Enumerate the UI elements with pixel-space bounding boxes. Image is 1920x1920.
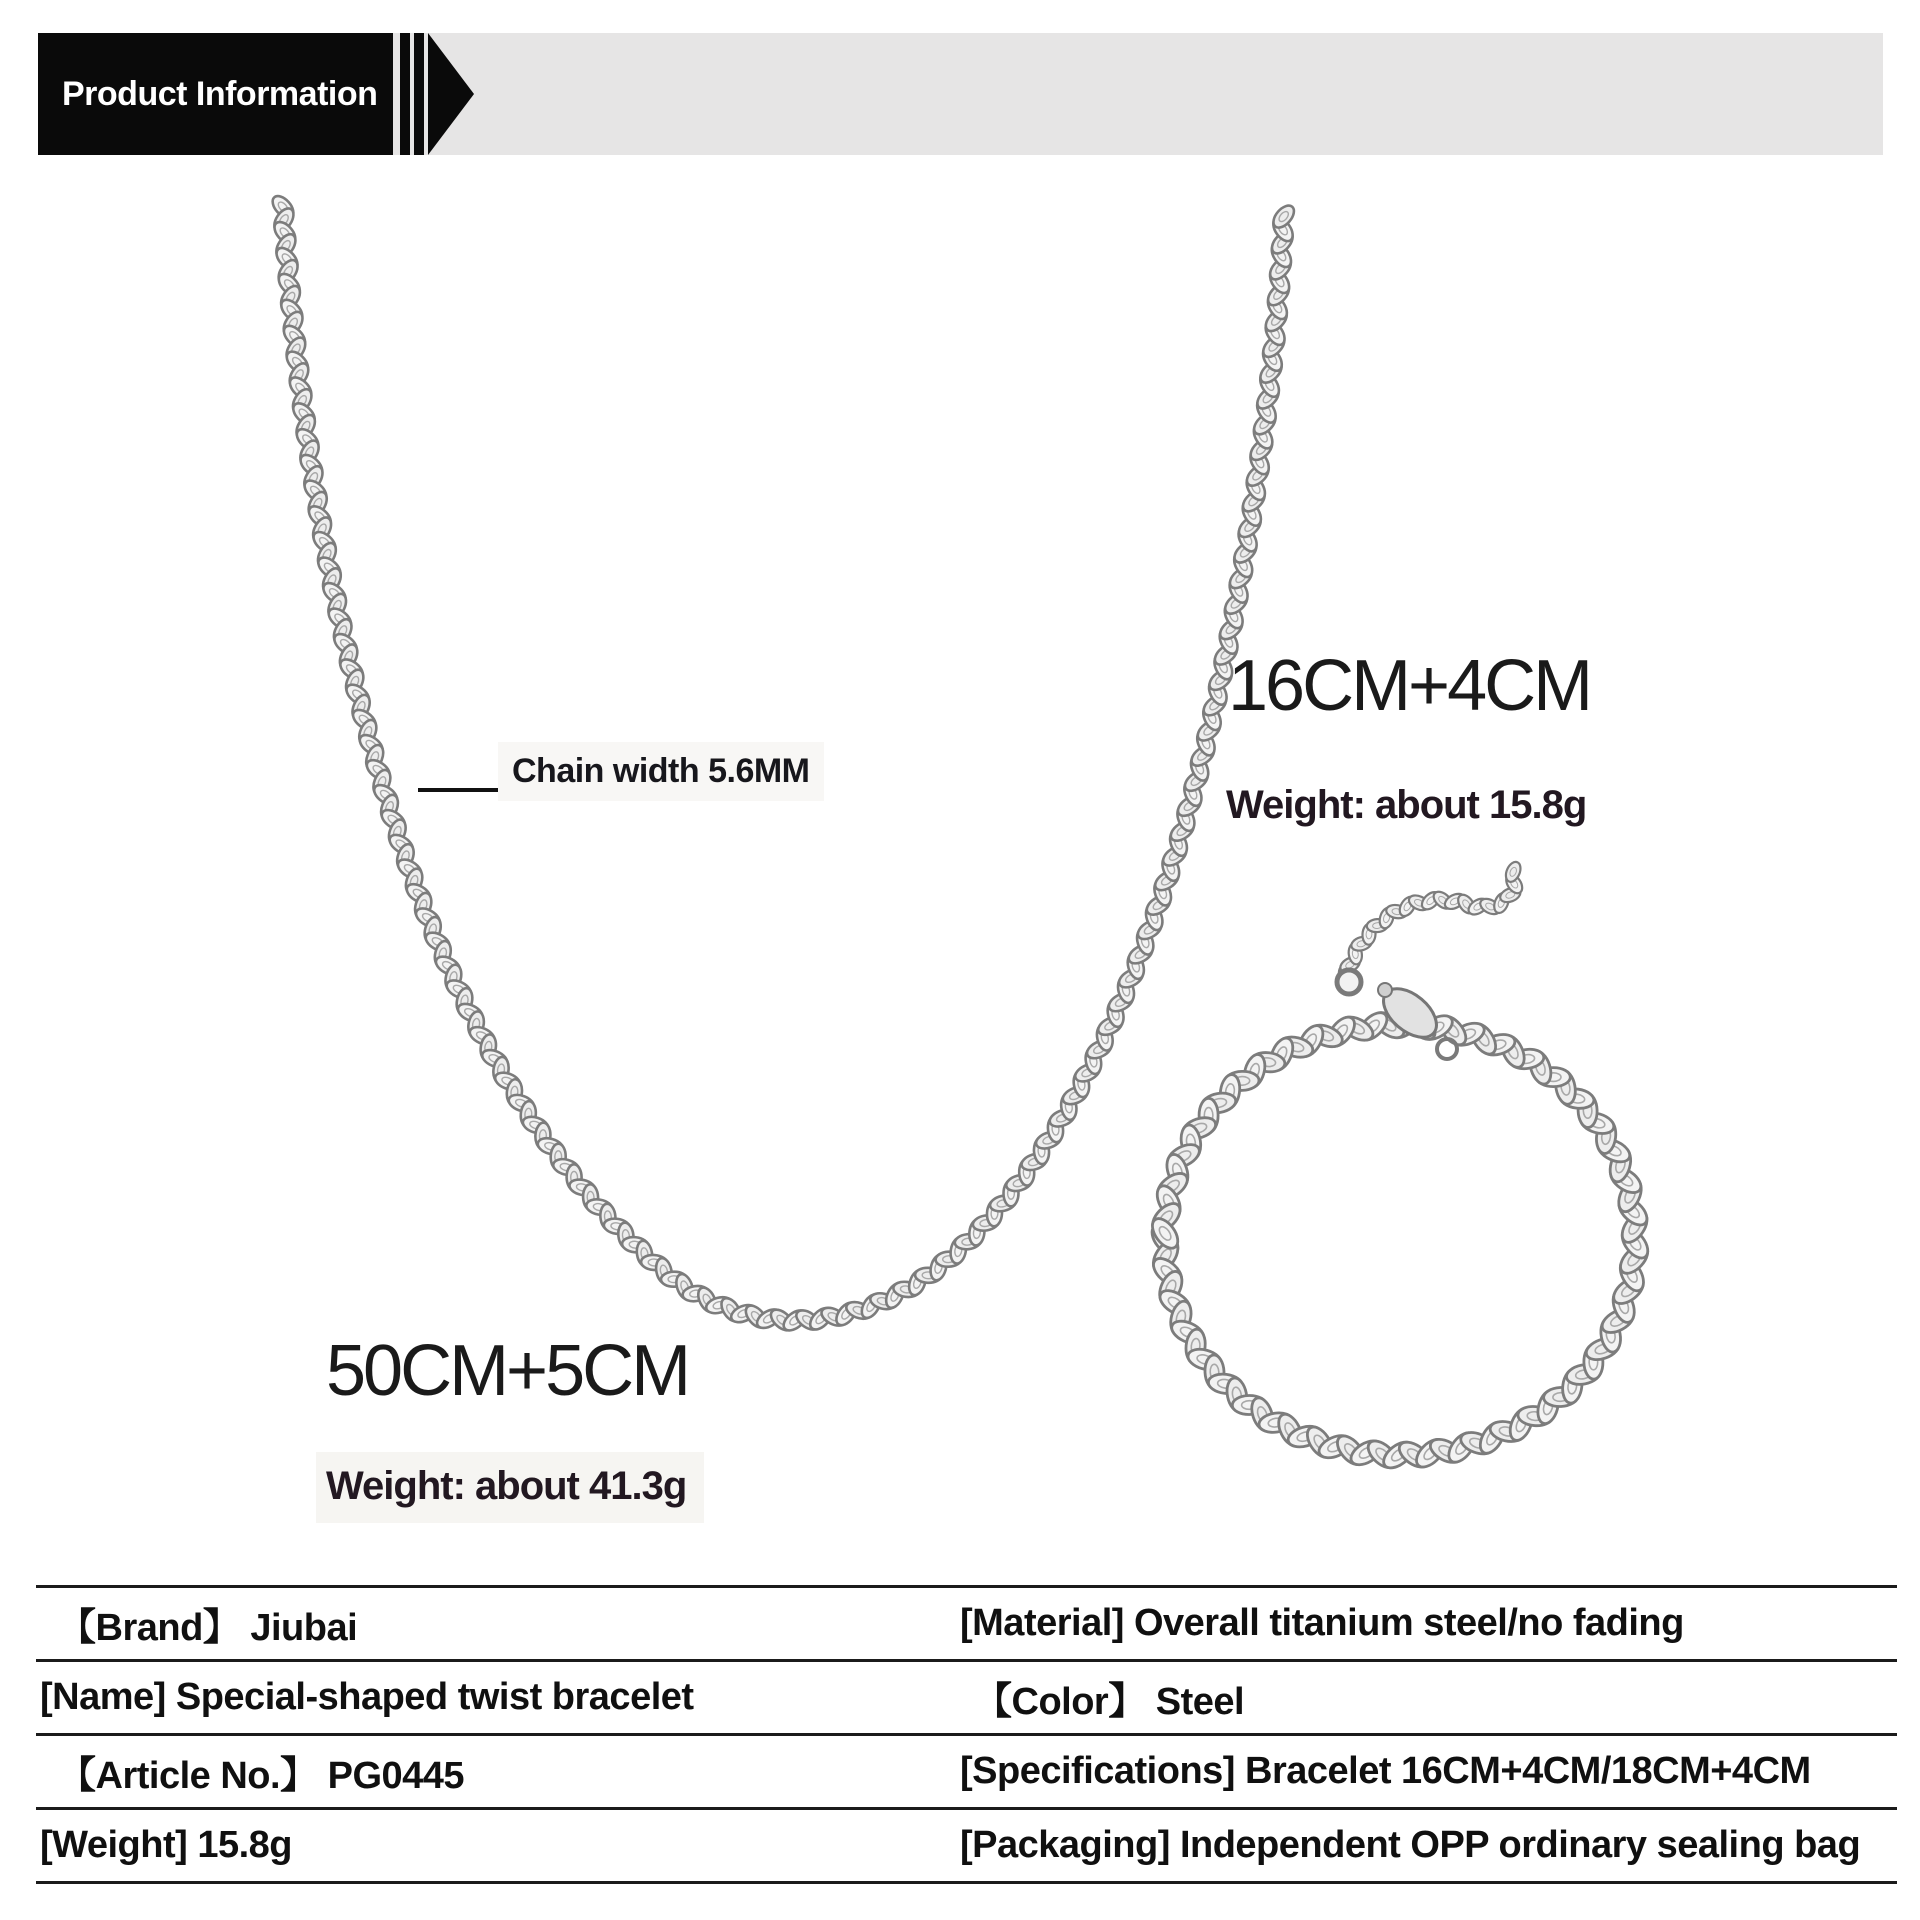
- chain-width-callout: Chain width 5.6MM: [498, 742, 824, 801]
- chain-width-leader-line: [418, 788, 506, 792]
- spec-table: [36, 1585, 1897, 1884]
- table-row: [36, 1807, 1897, 1881]
- spec-brand: 【Brand】 Jiubai: [58, 1607, 358, 1649]
- necklace-weight-label: Weight: about 41.3g: [316, 1452, 704, 1523]
- bracelet-size-label: 16CM+4CM: [1228, 646, 1591, 726]
- spec-specifications: [Specifications] Bracelet 16CM+4CM/18CM+4CM: [960, 1750, 1811, 1792]
- bracelet-weight-label: Weight: about 15.8g: [1226, 783, 1587, 827]
- spec-color: 【Color】 Steel: [974, 1681, 1245, 1723]
- lobster-clasp-icon: [1337, 970, 1457, 1059]
- page-title: Product Information: [62, 74, 378, 113]
- spec-packaging: [Packaging] Independent OPP ordinary sealing bag: [960, 1824, 1861, 1866]
- spec-material: [Material] Overall titanium steel/no fading: [960, 1602, 1684, 1644]
- spec-article-no: 【Article No.】 PG0445: [58, 1755, 465, 1797]
- table-row: [36, 1585, 1897, 1659]
- chain-layer: [269, 192, 1653, 1473]
- table-row: [36, 1659, 1897, 1733]
- spec-weight: [Weight] 15.8g: [40, 1824, 292, 1866]
- spec-name: [Name] Special-shaped twist bracelet: [40, 1676, 694, 1718]
- necklace-size-label: 50CM+5CM: [326, 1331, 689, 1411]
- table-row: [36, 1733, 1897, 1807]
